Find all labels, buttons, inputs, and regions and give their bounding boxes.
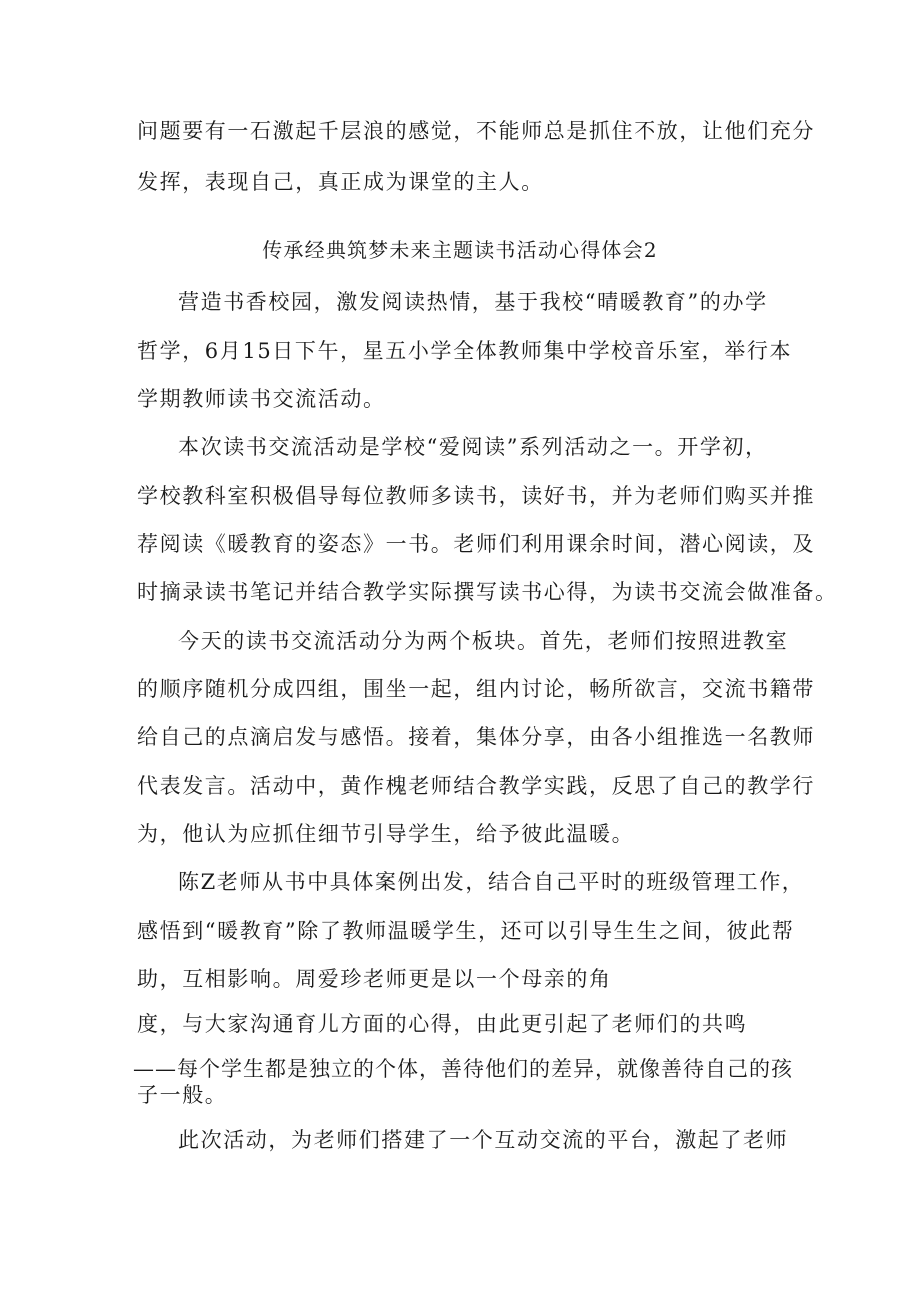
paragraph-line: 时摘录读书笔记并结合教学实际撰写读书心得，为读书交流会做准备。	[137, 580, 838, 604]
paragraph-line: 学期教师读书交流活动。	[137, 387, 386, 411]
paragraph-line: 度，与大家沟通育儿方面的心得，由此更引起了老师们的共鸣	[137, 1012, 748, 1036]
paragraph-line: 荐阅读《暖教育的姿态》一书。老师们利用课余时间，潜心阅读，及	[137, 532, 815, 556]
section-title: 传承经典筑梦未来主题读书活动心得体会2	[262, 238, 658, 262]
paragraph-line: 陈Z老师从书中具体案例出发，结合自己平时的班级管理工作，	[178, 870, 805, 894]
paragraph-line: 给自己的点滴启发与感悟。接着，集体分享，由各小组推选一名教师	[137, 725, 815, 749]
paragraph-line: 此次活动，为老师们搭建了一个互动交流的平台，激起了老师	[178, 1128, 789, 1152]
paragraph-line: 子一般。	[137, 1083, 228, 1107]
paragraph-line: 为，他认为应抓住细节引导学生，给予彼此温暖。	[137, 822, 635, 846]
intro-line-2: 发挥，表现自己，真正成为课堂的主人。	[137, 170, 544, 194]
paragraph-line: 助，互相影响。周爱珍老师更是以一个母亲的角	[137, 967, 612, 991]
paragraph-line: 今天的读书交流活动分为两个板块。首先，老师们按照进教室	[178, 629, 789, 653]
paragraph-line: 营造书香校园，激发阅读热情，基于我校“晴暖教育”的办学	[178, 290, 768, 314]
paragraph-line: 的顺序随机分成四组，围坐一起，组内讨论，畅所欲言，交流书籍带	[137, 677, 815, 701]
paragraph-line: ——每个学生都是独立的个体，善待他们的差异，就像善待自己的孩	[133, 1057, 793, 1081]
paragraph-line: 代表发言。活动中，黄作槐老师结合教学实践，反思了自己的教学行	[137, 774, 815, 798]
intro-line-1: 问题要有一石激起千层浪的感觉，不能师总是抓住不放，让他们充分	[137, 119, 815, 143]
paragraph-line: 哲学，6月15日下午，星五小学全体教师集中学校音乐室，举行本	[137, 339, 793, 363]
paragraph-line: 学校教科室积极倡导每位教师多读书，读好书，并为老师们购买并推	[137, 484, 815, 508]
paragraph-line: 本次读书交流活动是学校“爱阅读”系列活动之一。开学初，	[178, 435, 768, 459]
paragraph-line: 感悟到“暖教育”除了教师温暖学生，还可以引导生生之间，彼此帮	[137, 919, 795, 943]
